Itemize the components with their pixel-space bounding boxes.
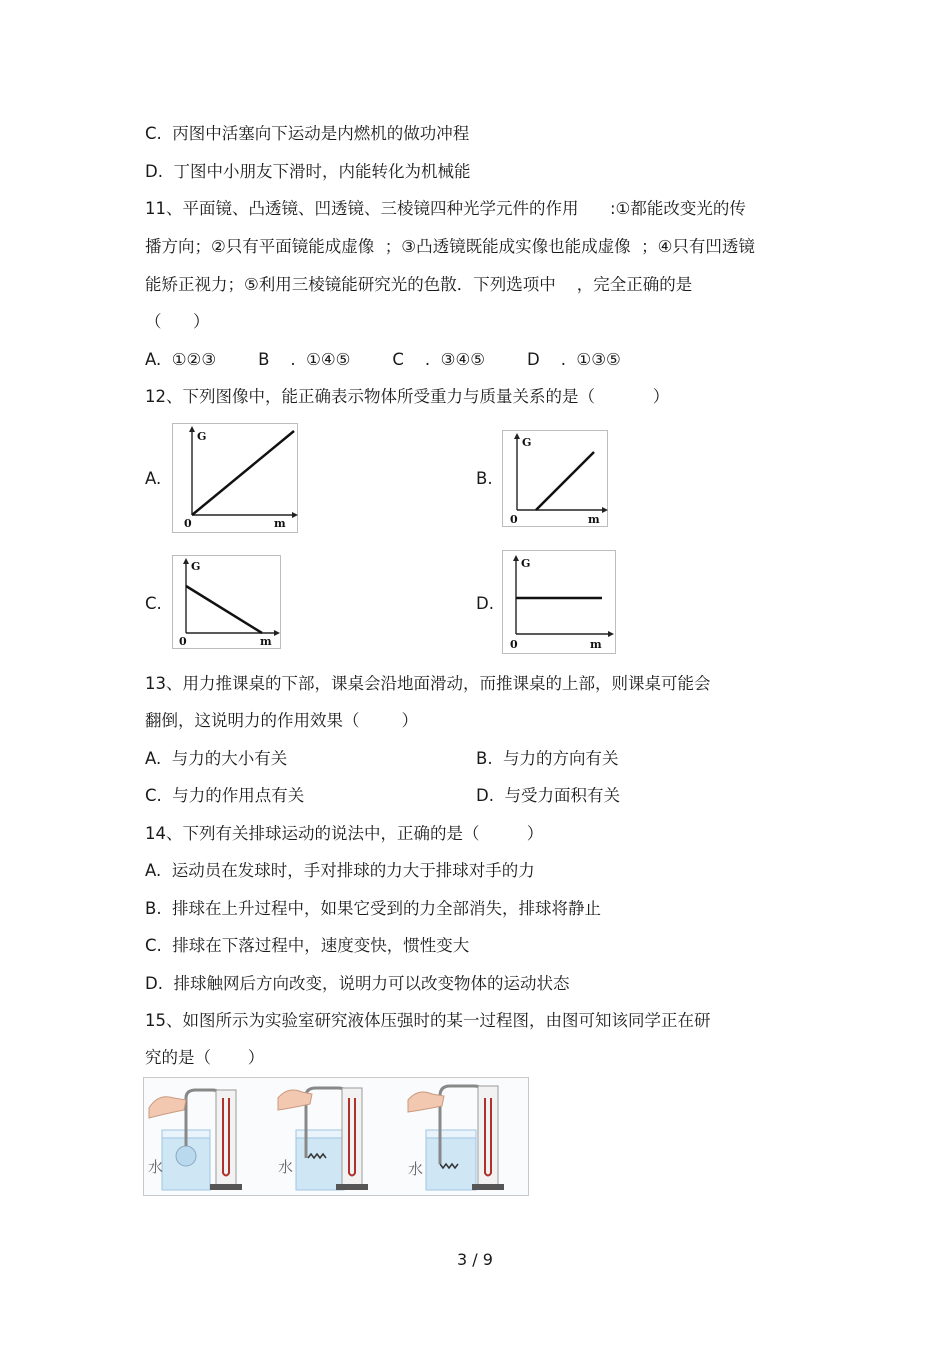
graph-c-y-label: G [191,560,201,573]
graph-a-x-label: m [274,517,286,530]
apparatus-panel-2 [278,1088,368,1190]
q11-stem-line2: 播方向；②只有平面镜能成虚像 ；③凸透镜既能成实像也能成虚像 ；④只有凹透镜 [145,237,755,256]
graph-d [502,550,616,654]
apparatus-panel-1 [148,1090,242,1190]
graph-b [502,430,608,527]
q13-stem-line1: 13、用力推课桌的下部，课桌会沿地面滑动，而推课桌的上部，则课桌可能会 [145,674,711,693]
q12-option-a-label: A. [145,469,162,488]
q13-option-b: B. 与力的方向有关 [476,749,619,768]
graph-b-x-label: m [588,513,600,526]
q10-option-c: C. 丙图中活塞向下运动是内燃机的做功冲程 [145,124,470,143]
q13-option-a: A. 与力的大小有关 [145,749,288,768]
graph-c-origin: 0 [179,635,187,648]
apparatus-label-3: 水 [408,1160,424,1178]
q12-stem: 12、下列图像中，能正确表示物体所受重力与质量关系的是（ ） [145,387,670,406]
q10-option-d: D. 丁图中小朋友下滑时，内能转化为机械能 [145,162,471,181]
graph-a [172,423,298,533]
graph-c [172,555,281,649]
apparatus-panel-3 [408,1086,504,1190]
q13-option-d: D. 与受力面积有关 [476,786,620,805]
page-number: 3 / 9 [457,1250,493,1269]
q11-options: A. ①②③ B . ①④⑤ C . ③④⑤ D . ①③⑤ [145,350,621,369]
q13-stem-line2: 翻倒，这说明力的作用效果（ ） [145,711,418,730]
q14-option-b: B. 排球在上升过程中，如果它受到的力全部消失，排球将静止 [145,899,602,918]
graph-d-y-label: G [521,557,531,570]
q14-option-d: D. 排球触网后方向改变，说明力可以改变物体的运动状态 [145,974,570,993]
graph-b-origin: 0 [510,513,518,526]
graph-d-x-label: m [590,638,602,651]
q14-option-c: C. 排球在下落过程中，速度变快，惯性变大 [145,936,470,955]
apparatus-label-1: 水 [148,1158,164,1176]
pressure-apparatus-figure [143,1077,529,1196]
q11-answer-bracket: （ ） [145,312,210,331]
graph-a-origin: 0 [184,517,192,530]
q12-option-c-label: C. [145,594,162,613]
q15-stem-line1: 15、如图所示为实验室研究液体压强时的某一过程图，由图可知该同学正在研 [145,1011,711,1030]
q15-stem-line2: 究的是（ ） [145,1048,265,1067]
graph-d-origin: 0 [510,638,518,651]
graph-b-y-label: G [522,436,532,449]
graph-a-y-label: G [197,430,207,443]
q14-option-a: A. 运动员在发球时，手对排球的力大于排球对手的力 [145,861,535,880]
graph-c-x-label: m [260,635,272,648]
q13-option-c: C. 与力的作用点有关 [145,786,305,805]
q11-stem-line1: 11、平面镜、凸透镜、凹透镜、三棱镜四种光学元件的作用 :①都能改变光的传 [145,199,746,218]
apparatus-label-2: 水 [278,1158,294,1176]
q11-stem-line3: 能矫正视力；⑤利用三棱镜能研究光的色散．下列选项中 ，完全正确的是 [145,275,693,294]
q12-option-b-label: B. [476,469,493,488]
q12-option-d-label: D. [476,594,494,613]
q14-stem: 14、下列有关排球运动的说法中，正确的是（ ） [145,824,544,843]
